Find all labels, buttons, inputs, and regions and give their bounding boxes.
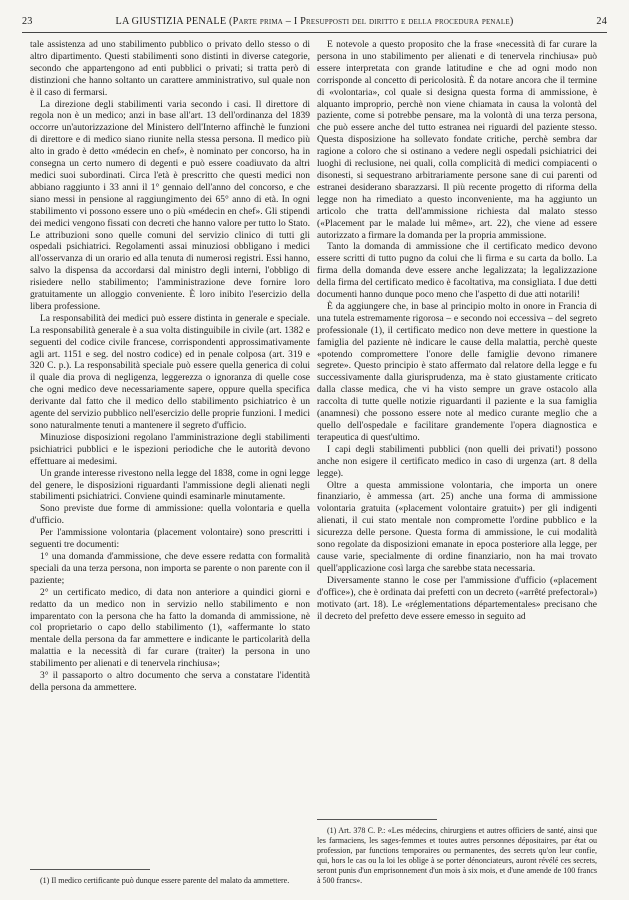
paragraph: Diversamente stanno le cose per l'ammissione d'ufficio («placement d'office»), che è ordinata dai prefetti con un decreto («arrêté prefectoral») motivato (art. 18). Le «réglementations départementales» precisano che il decreto del prefetto deve essere emesso in seguito ad: [317, 575, 597, 622]
footnote: (1) Il medico certificante può dunque essere parente del malato da ammettere.: [40, 876, 290, 885]
footnotes-right: [317, 819, 597, 886]
footnotes-left: [30, 869, 310, 886]
paragraph: Minuziose disposizioni regolano l'amministrazione degli stabilimenti psichiatrici pubblici e le ispezioni periodiche che le autorità devono effettuare ai medesimi.: [30, 432, 310, 467]
paragraph: È notevole a questo proposito che la frase «necessità di far curare la persona in uno stabilimento per alienati e di tenervela rinchiusa» può essere interpretata con grande latitudine e che ad ogni modo non corrisponde al concetto di pericolosità. È da notare ancora che il termine di «volontaria», col quale si designa questa forma di ammissione, è alquanto improprio, perchè non viene chiamata in causa la volontà del paziente, come si potrebbe pensare, ma la volontà di una terza persona, che può essere anche del tutto estranea nei riguardi del paziente stesso. Questa disposizione ha sollevato fondate critiche, perchè sembra dar ragione a coloro che si ostinano a vedere negli ospedali psichiatrici dei luoghi di reclusione, nei quali, colla complicità di medici compiacenti o disonesti, si sequestrano arbitrariamente persone sane di cui parenti od estranei desiderano sbarazzarsi. Il più recente progetto di riforma della legge non ha rimediato a questo inconveniente, ma ha aggiunto un articolo che tratta dell'ammissione richiesta dal malato stesso («Placement par le malade lui même», art. 22), che viene ad essere autorizzato a firmare la domanda per la propria ammissione.: [317, 40, 597, 241]
page-number-left: 23: [22, 15, 33, 27]
paragraph: Sono previste due forme di ammissione: quella volontaria e quella d'ufficio.: [30, 504, 310, 527]
right-column: [317, 40, 597, 886]
paragraph: I capi degli stabilimenti pubblici (non quelli dei privati!) possono anche non esigere il certificato medico in caso di urgenza (art. 8 della legge).: [317, 444, 597, 479]
paragraph: Oltre a questa ammissione volontaria, che importa un onere finanziario, è ammessa (art. 25) anche una forma di ammissione volontaria gratuita («placement volontaire gratuit») per gli indigenti alienati, il cui stato mentale non compromette l'ordine pubblico e la sicurezza delle persone. Questa forma di ammissione, le cui modalità sono regolate da disposizioni emanate in epoca posteriore alla legge, per cause varie, specialmente di ordine finanziario, non ha mai trovato quell'applicazione così larga che sarebbe stata necessaria.: [317, 480, 597, 574]
paragraph: Tanto la domanda di ammissione che il certificato medico devono essere scritti di tutto pugno da colui che li firma e su carta da bollo. La firma della domanda deve essere anche legalizzata; la legalizzazione della firma del certificato medico è facoltativa, ma consigliata. I due detti documenti hanno dunque poco meno che l'aspetto di due atti notarili!: [317, 242, 597, 301]
running-title: LA GIUSTIZIA PENALE (Parte prima – I Presupposti del diritto e della procedura penale): [115, 15, 514, 27]
paragraph: 1° una domanda d'ammissione, che deve essere redatta con formalità speciali da una terza persona, non importa se parente o non parente con il paziente;: [30, 551, 310, 586]
running-header: [22, 10, 607, 33]
page-number-right: 24: [596, 15, 607, 27]
paragraph: La direzione degli stabilimenti varia secondo i casi. Il direttore di regola non è un medico; anzi in base all'art. 13 dell'ordinanza del 1839 occorre un'autorizzazione del Ministero dell'Interno affinchè le funzioni di direttore e di medico siano riunite nella stessa persona. Il medico più alto in grado è detto «médecin en chef», è nominato per concorso, ha in consegna un certo numero di degenti e può essere coadiuvato da altri medici suoi subordinati. Circa l'età è prescritto che questi medici non abbiano raggiunto i 33 anni il 1° gennaio dell'anno del concorso, e che siano messi in pensione al raggiungimento dei 65° anno di età. In ogni stabilimento vi possono essere uno o più «médecin en chef». Gli stipendi dei medici vengono fissati con decreti che hanno valore per tutto lo Stato. Le attribuzioni sono quelle comuni del servizio clinico di tutti gli ospedali psichiatrici. Regolamenti assai minuziosi obbligano i medici all'osservanza di un orario ed alla tenuta di numerosi registri. Essi hanno, salvo la dispensa da accordarsi dal ministro degli interni, l'obbligo di risiedere nello stabilimento; l'amministrazione deve fornire loro gratuitamente un alloggio conveniente. È loro inibito l'esercizio della libera professione.: [30, 99, 310, 312]
paragraph: Un grande interesse rivestono nella legge del 1838, come in ogni legge del genere, le disposizioni riguardanti l'ammissione degli alienati negli stabilimenti psichiatrici. Conviene quindi esaminarle minutamente.: [30, 468, 310, 503]
paragraph: La responsabilità dei medici può essere distinta in generale e speciale. La responsabilità generale è a sua volta distinguibile in civile (art. 1382 e seguenti del codice civile francese, corrispondenti approssimativamente agli art. 1151 e seg. del nostro codice) ed in penale colposa (art. 319 e 320 C. p.). La responsabilità speciale può essere quella generica di colui il quale dia prova di negligenza, leggerezza o ignoranza di quelle cose che ogni medico deve necessariamente sapere, oppure quella specifica derivante dal fatto che il medico dello stabilimento psichiatrico è un agente del servizio pubblico nell'esercizio delle proprie funzioni. I medici sono naturalmente tenuti a mantenere il segreto d'ufficio.: [30, 313, 310, 431]
footnote-rule: [317, 819, 437, 820]
left-column: [30, 40, 310, 886]
paragraph: 2° un certificato medico, di data non anteriore a quindici giorni e redatto da un medico non in servizio nello stabilimento e non imparentato con la persona che ha fatto la domanda di ammissione, nè col proprietario o capo dello stabilimento (1), «affermante lo stato mentale della persona da far ammettere e indicante le particolarità della malattia e la necessità di far curare (traiter) la persona in uno stabilimento per alienati e di tenervela rinchiusa»;: [30, 587, 310, 670]
paragraph: Per l'ammissione volontaria (placement volontaire) sono prescritti i seguenti tre documenti:: [30, 528, 310, 551]
paragraph: 3° il passaporto o altro documento che serva a constatare l'identità della persona da ammettere.: [30, 671, 310, 693]
footnote-rule: [30, 869, 150, 870]
paragraph: È da aggiungere che, in base al principio molto in onore in Francia di una tutela estremamente rigorosa – e secondo noi eccessiva – del segreto professionale (1), il certificato medico non deve mettere in questione la famiglia del paziente nè indicare le cause della malattia, perchè queste «potendo compromettere l'onore delle famiglie devono rimanere segrete». Questo principio è stato affermato dal relatore della legge e fu successivamente dalla giurisprudenza, ma è stato giustamente criticato dalla classe medica, che vi ha visto sempre un grave ostacolo alla raccolta di tutte quelle notizie riguardanti il paziente e la sua famiglia (anamnesi) che possono essere note al medico curante meglio che a quello dell'ospedale e facilitare grandemente l'opera diagnostica e terapeutica di quest'ultimo.: [317, 301, 597, 443]
footnote: (1) Art. 378 C. P.: «Les médecins, chirurgiens et autres officiers de santé, ainsi que les farmaciens, les sages-femmes et toutes autres personnes dépositaires, par état ou profession, par functions temporaires ou permanentes, des secrets qu'on leur confie, qui, hors le cas ou la loi les oblige à se porter dénonciateurs, auront révélé ces secrets, seront punis d'un emprisonnement d'un mois à six mois, et d'une amende de 100 francs à 500 francs».: [317, 826, 597, 885]
paragraph: tale assistenza ad uno stabilimento pubblico o privato dello stesso o di altro dipartimento. Questi stabilimenti sono distinti in diverse categorie, secondo che appartengono ad enti pubblici o privati; si tratta però di distinzioni che hanno soltanto un carattere amministrativo, sul quale non è il caso di fermarsi.: [30, 40, 310, 98]
